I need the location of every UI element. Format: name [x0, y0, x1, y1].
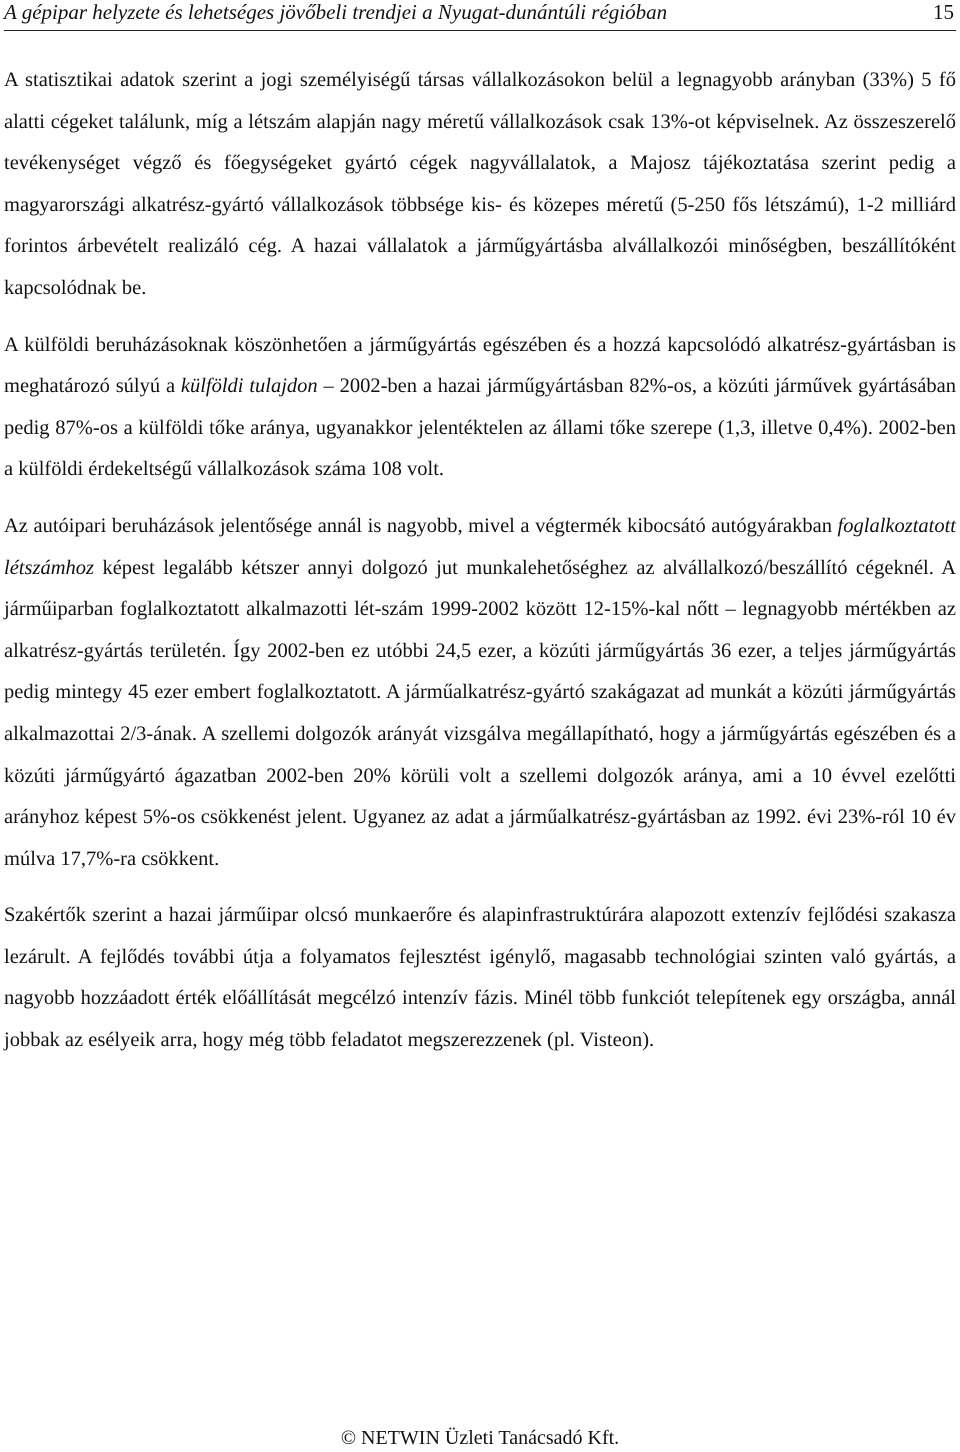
italic-term: külföldi tulajdon — [180, 375, 318, 398]
text-run: A külföldi beruházásoknak köszönhetően a járműgyártás egészében és a hozzá kapcsolódó alkatrész-gyártásban is meghatározó súlyú a — [4, 333, 956, 398]
body-text — [4, 60, 956, 1077]
running-header — [4, 0, 956, 31]
paragraph — [4, 325, 956, 491]
paragraph — [4, 895, 956, 1061]
page-footer: © NETWIN Üzleti Tanácsadó Kft. — [340, 1427, 620, 1449]
text-run: képest legalább kétszer annyi dolgozó jut munkalehetőséghez az alvállalkozó/beszállító cégeknél. A járműiparban foglalkoztatott alkalmazotti lét-szám 1999-2002 között 12-15%-kal nőtt – legnagyobb mértékben az alkatrész-gyártás területén. Így 2002-ben ez utóbbi 24,5 ezer, a közúti járműgyártás 36 ezer, a teljes járműgyártás pedig mintegy 45 ezer embert foglalkoztatott. A járműalkatrész-gyártó szakágazat ad munkát a közúti járműgyártás alkalmazottai 2/3-ának. A szellemi dolgozók arányát vizsgálva megállapítható, hogy a járműgyártás egészében és a közúti járműgyártó ágazatban 2002-ben 20% körüli volt a szellemi dolgozók aránya, ami a 10 évvel ezelőtti arányhoz képest 5%-os csökkenést jelent. Ugyanez az adat a járműalkatrész-gyártásban az 1992. évi 23%-ról 10 év múlva 17,7%-ra csökkent. — [4, 556, 956, 870]
text-run: Szakértők szerint a hazai járműipar olcsó munkaerőre és alapinfrastruktúrára alapozott extenzív fejlődési szakasza lezárult. A fejlődés további útja a folyamatos fejlesztést igénylő, magasabb technológiai szinten való gyártás, a nagyobb hozzáadott érték előállítását megcélzó intenzív fázis. Minél több funkciót telepítenek egy országba, annál jobbak az esélyeik arra, hogy még több feladatot megszerezzenek (pl. Visteon). — [4, 904, 956, 1052]
text-run: A statisztikai adatok szerint a jogi személyiségű társas vállalkozásokon belül a legnagyobb arányban (33%) 5 fő alatti cégeket találunk, míg a létszám alapján nagy méretű vállalkozások csak 13%-ot képviselnek. Az összeszerelő tevékenységet végző és főegységeket gyártó cégek nagyvállalatok, a Majosz tájékoztatása szerint pedig a magyarországi alkatrész-gyártó vállalkozások többsége kis- és közepes méretű (5-250 fős létszámú), 1-2 milliárd forintos árbevételt realizáló cég. A hazai vállalatok a járműgyártásba alvállalkozói minőségben, beszállítóként kapcsolódnak be. — [4, 69, 956, 299]
text-run: – 2002-ben a hazai járműgyártásban 82%-os, a közúti járművek gyártásában pedig 87%-os a külföldi tőke aránya, ugyanakkor jelentéktelen az állami tőke szerepe (1,3, illetve 0,4%). 2002-ben a külföldi érdekeltségű vállalkozások száma 108 volt. — [4, 375, 956, 481]
header-title: A gépipar helyzete és lehetséges jövőbeli trendjei a Nyugat-dunántúli régióban — [4, 0, 668, 24]
paragraph — [4, 60, 956, 310]
paragraph — [4, 506, 956, 880]
page-number: 15 — [933, 0, 954, 24]
text-run: Az autóipari beruházások jelentősége annál is nagyobb, mivel a végtermék kibocsátó autógyárakban — [4, 514, 838, 537]
italic-term: foglalkoztatott létszámhoz — [4, 514, 956, 579]
